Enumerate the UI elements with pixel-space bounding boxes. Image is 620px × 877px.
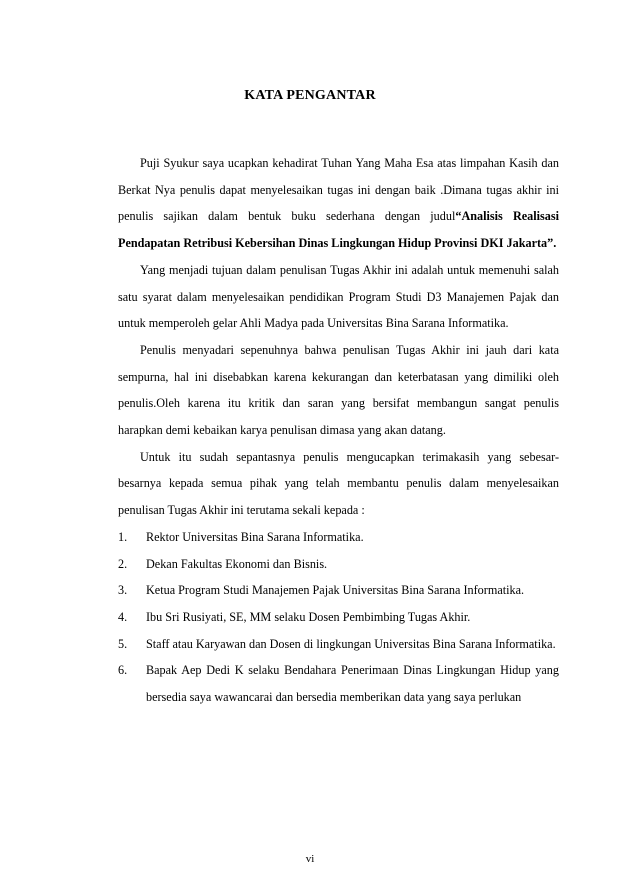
list-item bbox=[118, 657, 559, 710]
paragraph-intro-text: Puji Syukur saya ucapkan kehadirat Tuhan Yang Maha Esa atas limpahan Kasih dan Berkat Nya penulis dapat menyelesaikan tugas ini dengan baik .Dimana tugas akhir ini penulis sajikan dalam bentuk buku sederhana dengan judul bbox=[118, 156, 559, 224]
list-item bbox=[118, 577, 559, 604]
list-item-text: Bapak Aep Dedi K selaku Bendahara Penerimaan Dinas Lingkungan Hidup yang bersedia saya wawancarai dan bersedia memberikan data yang saya perlukan bbox=[146, 663, 559, 705]
list-item-number: 4. bbox=[118, 609, 128, 624]
paragraph-purpose: Yang menjadi tujuan dalam penulisan Tugas Akhir ini adalah untuk memenuhi salah satu syarat dalam menyelesaikan pendidikan Program Studi D3 Manajemen Pajak dan untuk memperoleh gelar Ahli Madya pada Universitas Bina Sarana Informatika. bbox=[118, 262, 559, 331]
list-item bbox=[118, 604, 559, 631]
thesis-title: “Analisis Realisasi Pendapatan Retribusi Kebersihan Dinas Lingkungan Hidup Provinsi DKI Jakarta”. bbox=[118, 209, 559, 251]
list-item-text: Rektor Universitas Bina Sarana Informatika. bbox=[146, 529, 364, 544]
paragraph-acknowledgement: Penulis menyadari sepenuhnya bahwa penulisan Tugas Akhir ini jauh dari kata sempurna, hal ini disebabkan karena kekurangan dan keterbatasan yang dimiliki oleh penulis.Oleh karena itu kritik dan saran yang bersifat membangun sangat penulis harapkan demi kebaikan karya penulisan dimasa yang akan datang. bbox=[118, 342, 559, 438]
page-number: vi bbox=[305, 853, 315, 865]
list-item bbox=[118, 551, 559, 578]
list-item-text: Dekan Fakultas Ekonomi dan Bisnis. bbox=[146, 556, 328, 571]
list-item-number: 6. bbox=[118, 663, 128, 678]
list-item-number: 3. bbox=[118, 583, 128, 598]
thanks-list bbox=[118, 524, 559, 711]
document-body bbox=[118, 150, 559, 711]
list-item bbox=[118, 631, 559, 658]
list-item-number: 5. bbox=[118, 636, 128, 651]
list-item-text: Ibu Sri Rusiyati, SE, MM selaku Dosen Pembimbing Tugas Akhir. bbox=[146, 609, 471, 624]
list-item-text: Staff atau Karyawan dan Dosen di lingkungan Universitas Bina Sarana Informatika. bbox=[146, 636, 556, 651]
paragraph-intro bbox=[118, 150, 559, 257]
list-item-number: 2. bbox=[118, 556, 128, 571]
list-item-text: Ketua Program Studi Manajemen Pajak Universitas Bina Sarana Informatika. bbox=[146, 583, 525, 598]
paragraph-thanks: Untuk itu sudah sepantasnya penulis mengucapkan terimakasih yang sebesar-besarnya kepada semua pihak yang telah membantu penulis dalam menyelesaikan penulisan Tugas Akhir ini terutama sekali kepada : bbox=[118, 449, 559, 518]
list-item-number: 1. bbox=[118, 529, 128, 544]
list-item bbox=[118, 524, 559, 551]
page-title: KATA PENGANTAR bbox=[244, 88, 376, 103]
